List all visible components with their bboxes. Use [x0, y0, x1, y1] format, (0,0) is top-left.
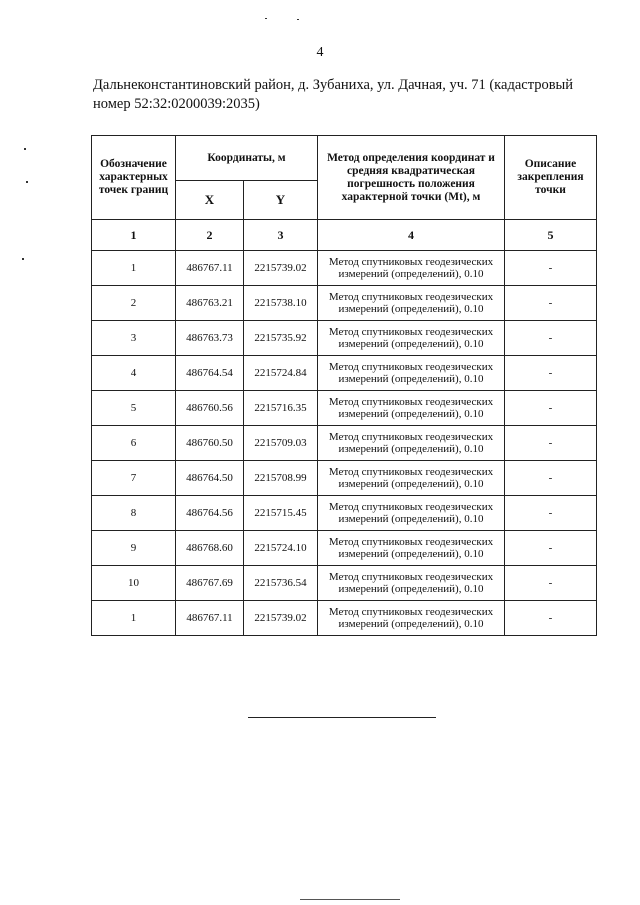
bottom-divider [248, 717, 436, 718]
description-cell: - [505, 531, 597, 566]
table-row [92, 426, 597, 461]
description-cell: - [505, 426, 597, 461]
description-cell: - [505, 461, 597, 496]
header-designation: Обозначение характерных точек границ [92, 136, 176, 220]
scan-speck [297, 19, 299, 20]
scan-speck [26, 181, 28, 183]
table-row [92, 286, 597, 321]
header-y: Y [244, 181, 318, 220]
x-cell: 486764.50 [176, 461, 244, 496]
point-cell: 1 [92, 251, 176, 286]
y-cell: 2215716.35 [244, 391, 318, 426]
header-coordinates: Координаты, м [176, 136, 318, 181]
scan-speck [265, 18, 267, 19]
column-number: 2 [176, 220, 244, 251]
column-numbers-row [92, 220, 597, 251]
x-cell: 486768.60 [176, 531, 244, 566]
point-cell: 7 [92, 461, 176, 496]
method-cell: Метод спутниковых геодезических измерений (определений), 0.10 [318, 286, 505, 321]
column-number: 1 [92, 220, 176, 251]
x-cell: 486760.56 [176, 391, 244, 426]
y-cell: 2215709.03 [244, 426, 318, 461]
description-cell: - [505, 321, 597, 356]
method-cell: Метод спутниковых геодезических измерений (определений), 0.10 [318, 321, 505, 356]
description-cell: - [505, 251, 597, 286]
method-cell: Метод спутниковых геодезических измерений (определений), 0.10 [318, 251, 505, 286]
page-number: 4 [316, 45, 324, 60]
scan-speck [22, 258, 24, 260]
method-cell: Метод спутниковых геодезических измерений (определений), 0.10 [318, 426, 505, 461]
column-number: 3 [244, 220, 318, 251]
header-method: Метод определения координат и средняя квадратическая погрешность положения характерной точки (Mt), м [318, 136, 505, 220]
method-cell: Метод спутниковых геодезических измерений (определений), 0.10 [318, 601, 505, 636]
x-cell: 486767.11 [176, 251, 244, 286]
point-cell: 9 [92, 531, 176, 566]
x-cell: 486767.69 [176, 566, 244, 601]
description-cell: - [505, 566, 597, 601]
table-row [92, 251, 597, 286]
x-cell: 486767.11 [176, 601, 244, 636]
point-cell: 2 [92, 286, 176, 321]
table-row [92, 461, 597, 496]
point-cell: 3 [92, 321, 176, 356]
column-number: 4 [318, 220, 505, 251]
point-cell: 1 [92, 601, 176, 636]
y-cell: 2215708.99 [244, 461, 318, 496]
table-row [92, 356, 597, 391]
point-cell: 8 [92, 496, 176, 531]
x-cell: 486763.21 [176, 286, 244, 321]
y-cell: 2215735.92 [244, 321, 318, 356]
y-cell: 2215715.45 [244, 496, 318, 531]
table-row [92, 391, 597, 426]
table-row [92, 531, 597, 566]
y-cell: 2215724.84 [244, 356, 318, 391]
method-cell: Метод спутниковых геодезических измерений (определений), 0.10 [318, 566, 505, 601]
table-row [92, 601, 597, 636]
description-cell: - [505, 601, 597, 636]
method-cell: Метод спутниковых геодезических измерений (определений), 0.10 [318, 531, 505, 566]
point-cell: 6 [92, 426, 176, 461]
x-cell: 486763.73 [176, 321, 244, 356]
method-cell: Метод спутниковых геодезических измерений (определений), 0.10 [318, 496, 505, 531]
point-cell: 10 [92, 566, 176, 601]
header-description: Описание закрепления точки [505, 136, 597, 220]
point-cell: 4 [92, 356, 176, 391]
method-cell: Метод спутниковых геодезических измерений (определений), 0.10 [318, 356, 505, 391]
document-heading: Дальнеконстантиновский район, д. Зубаниха, ул. Дачная, уч. 71 (кадастровый номер 52:32:0200039:2035) [93, 77, 574, 112]
table-row [92, 321, 597, 356]
x-cell: 486760.50 [176, 426, 244, 461]
bottom-edge-line [300, 899, 400, 900]
table-row [92, 566, 597, 601]
table-row [92, 496, 597, 531]
description-cell: - [505, 286, 597, 321]
description-cell: - [505, 391, 597, 426]
description-cell: - [505, 496, 597, 531]
description-cell: - [505, 356, 597, 391]
scan-speck [24, 148, 26, 150]
x-cell: 486764.54 [176, 356, 244, 391]
y-cell: 2215739.02 [244, 601, 318, 636]
method-cell: Метод спутниковых геодезических измерений (определений), 0.10 [318, 461, 505, 496]
header-x: X [176, 181, 244, 220]
column-number: 5 [505, 220, 597, 251]
method-cell: Метод спутниковых геодезических измерений (определений), 0.10 [318, 391, 505, 426]
y-cell: 2215724.10 [244, 531, 318, 566]
coordinates-table [91, 135, 597, 636]
y-cell: 2215738.10 [244, 286, 318, 321]
y-cell: 2215739.02 [244, 251, 318, 286]
y-cell: 2215736.54 [244, 566, 318, 601]
x-cell: 486764.56 [176, 496, 244, 531]
point-cell: 5 [92, 391, 176, 426]
